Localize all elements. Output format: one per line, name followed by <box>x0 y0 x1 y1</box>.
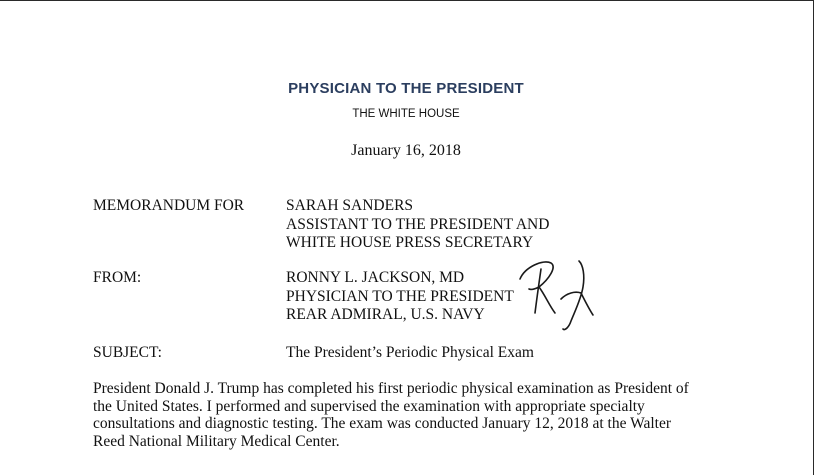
memo-for-line: SARAH SANDERS <box>286 197 414 214</box>
memo-from-line: REAR ADMIRAL, U.S. NAVY <box>286 306 485 323</box>
body-line: Reed National Military Medical Center. <box>93 432 340 450</box>
handwritten-signature-icon <box>517 255 597 335</box>
memo-from-line: PHYSICIAN TO THE PRESIDENT <box>286 287 514 305</box>
memo-for-line: ASSISTANT TO THE PRESIDENT AND <box>286 215 550 233</box>
memo-subject-label: SUBJECT: <box>93 344 162 361</box>
memo-subject-value: The President’s Periodic Physical Exam <box>286 344 534 361</box>
memo-for-line: WHITE HOUSE PRESS SECRETARY <box>286 234 534 251</box>
memo-for-recipient <box>286 197 549 253</box>
memo-date: January 16, 2018 <box>351 142 461 159</box>
memo-for-label: MEMORANDUM FOR <box>93 197 245 214</box>
memo-from-label: FROM: <box>93 269 142 286</box>
body-line: consultations and diagnostic testing. The exam was conducted January 12, 2018 at the Walter <box>93 415 671 432</box>
body-line: President Donald J. Trump has completed his first periodic physical examination as President of <box>93 380 689 397</box>
letterhead-title: PHYSICIAN TO THE PRESIDENT <box>288 80 524 97</box>
letterhead-subtitle: THE WHITE HOUSE <box>352 108 460 120</box>
page-top-border <box>0 0 814 1</box>
body-paragraph <box>93 380 783 450</box>
body-line: the United States. I performed and supervised the examination with appropriate specialty <box>93 397 645 415</box>
memo-from-line: RONNY L. JACKSON, MD <box>286 269 465 286</box>
memo-from-sender <box>286 269 514 325</box>
